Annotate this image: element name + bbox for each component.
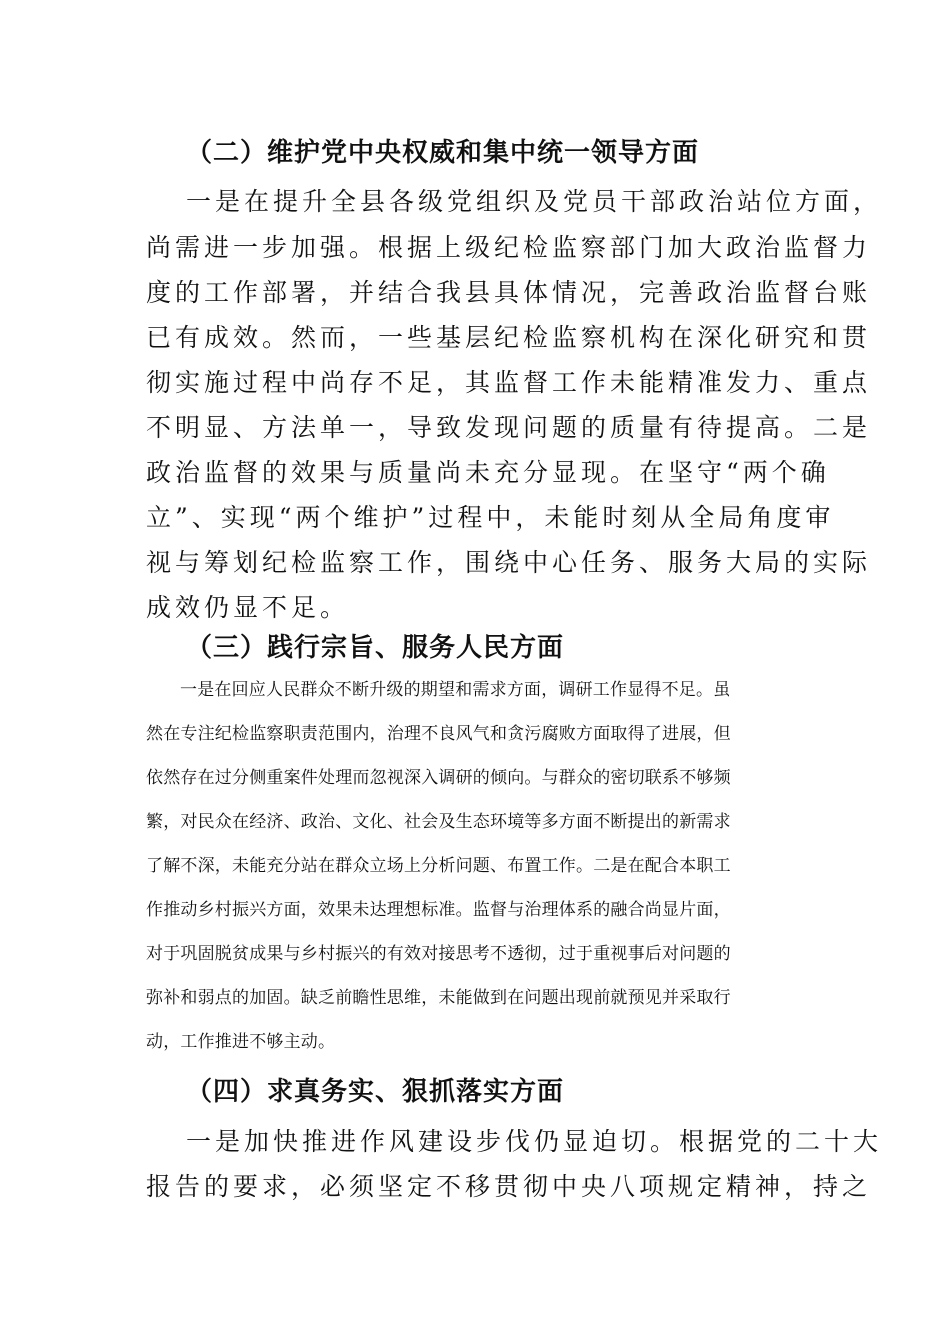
- section-2-line-10: 成效仍显不足。: [146, 593, 350, 622]
- section-2-line-8: 立”、实现“两个维护”过程中，未能时刻从全局角度审: [146, 503, 835, 532]
- section-2-line-5: 彻实施过程中尚存不足，其监督工作未能精准发力、重点: [146, 368, 872, 397]
- section-2-line-9: 视与筹划纪检监察工作，围绕中心任务、服务大局的实际: [146, 548, 872, 577]
- section-3-line-3: 依然存在过分侧重案件处理而忽视深入调研的倾向。与群众的密切联系不够频: [146, 768, 731, 788]
- section-2-heading: （二）维护党中央权威和集中统一领导方面: [186, 138, 700, 168]
- section-2-line-3: 度的工作部署，并结合我县具体情况，完善政治监督台账: [146, 278, 872, 307]
- section-3-line-2: 然在专注纪检监察职责范围内，治理不良风气和贪污腐败方面取得了进展，但: [146, 724, 731, 744]
- section-4-line-2: 报告的要求，必须坚定不移贯彻中央八项规定精神，持之: [146, 1172, 872, 1201]
- section-2-line-1: 一是在提升全县各级党组织及党员干部政治站位方面，: [186, 187, 883, 216]
- section-3-line-4: 繁，对民众在经济、政治、文化、社会及生态环境等多方面不断提出的新需求: [146, 812, 731, 832]
- section-3-line-5: 了解不深，未能充分站在群众立场上分析问题、布置工作。二是在配合本职工: [146, 856, 731, 876]
- section-3-heading: （三）践行宗旨、服务人民方面: [186, 633, 565, 663]
- section-4-line-1: 一是加快推进作风建设步伐仍显迫切。根据党的二十大: [186, 1127, 883, 1156]
- section-3-line-8: 弥补和弱点的加固。缺乏前瞻性思维，未能做到在问题出现前就预见并采取行: [146, 988, 731, 1008]
- section-3-line-9: 动，工作推进不够主动。: [146, 1032, 336, 1052]
- section-2-line-6: 不明显、方法单一，导致发现问题的质量有待提高。二是: [146, 413, 872, 442]
- section-3-line-1: 一是在回应人民群众不断升级的期望和需求方面，调研工作显得不足。虽: [180, 680, 731, 700]
- section-2-line-7: 政治监督的效果与质量尚未充分显现。在坚守“两个确: [146, 458, 830, 487]
- section-4-heading: （四）求真务实、狠抓落实方面: [186, 1077, 565, 1107]
- section-2-line-4: 已有成效。然而，一些基层纪检监察机构在深化研究和贯: [146, 323, 872, 352]
- section-2-line-2: 尚需进一步加强。根据上级纪检监察部门加大政治监督力: [146, 233, 872, 262]
- section-3-line-7: 对于巩固脱贫成果与乡村振兴的有效对接思考不透彻，过于重视事后对问题的: [146, 944, 731, 964]
- section-3-line-6: 作推动乡村振兴方面，效果未达理想标准。监督与治理体系的融合尚显片面，: [146, 900, 731, 920]
